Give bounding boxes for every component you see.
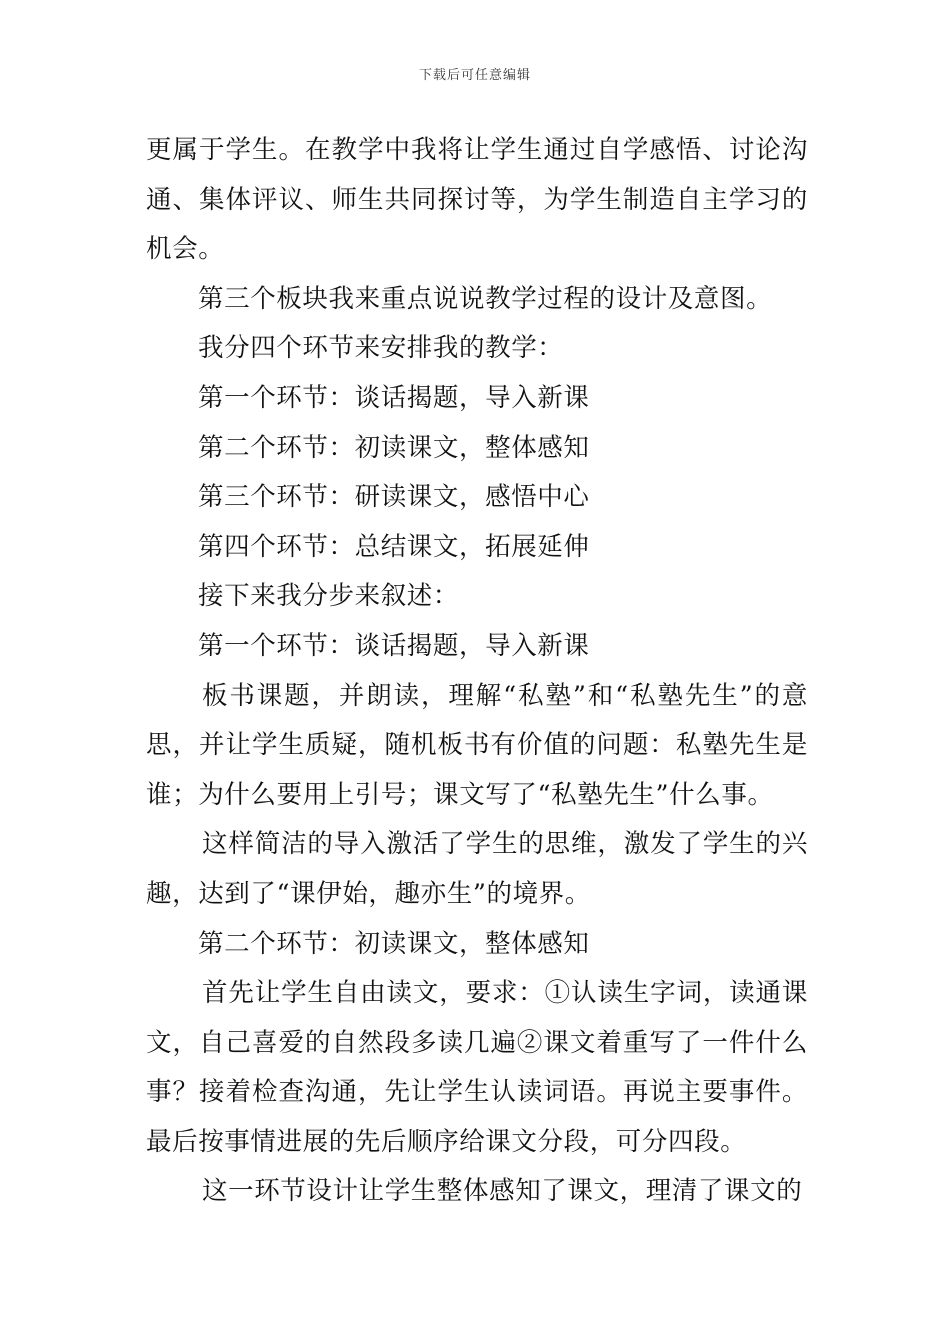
page-header: 下载后可任意编辑 — [418, 68, 531, 83]
paragraph-step-two-reflection: 这一环节设计让学生整体感知了课文，理清了课文的 — [202, 1176, 803, 1207]
paragraph-step-four-title: 第四个环节：总结课文，拓展延伸 — [198, 531, 590, 562]
paragraph-step-three-title: 第三个环节：研读课文，感悟中心 — [198, 482, 590, 513]
document-body — [146, 126, 808, 1217]
paragraph-section-three-intro: 第三个板块我来重点说说教学过程的设计及意图。 — [198, 283, 773, 314]
paragraph-step-one-body: 板书课题，并朗读，理解“私塾”和“私塾先生”的意思，并让学生质疑，随机板书有价值的问题：私塾先生是谁；为什么要用上引号；课文写了“私塾先生”什么事。 — [146, 680, 808, 810]
paragraph-four-steps-intro: 我分四个环节来安排我的教学： — [198, 333, 564, 364]
paragraph-step-two-title: 第二个环节：初读课文，整体感知 — [198, 432, 590, 463]
paragraph-step-one-reflection: 这样简洁的导入激活了学生的思维，激发了学生的兴趣，达到了“课伊始，趣亦生”的境界。 — [146, 829, 808, 909]
paragraph-step-one-title: 第一个环节：谈话揭题，导入新课 — [198, 382, 590, 413]
paragraph-continuation: 更属于学生。在教学中我将让学生通过自学感悟、讨论沟通、集体评议、师生共同探讨等，为学生制造自主学习的机会。 — [146, 135, 808, 265]
paragraph-narration-intro: 接下来我分步来叙述： — [198, 581, 460, 612]
paragraph-step-two-body: 首先让学生自由读文，要求：①认读生字词，读通课文，自己喜爱的自然段多读几遍②课文着重写了一件什么事？接着检查沟通，先让学生认读词语。再说主要事件。最后按事情进展的先后顺序给课文分段，可分四段。 — [146, 978, 808, 1157]
paragraph-step-two-heading: 第二个环节：初读课文，整体感知 — [198, 928, 590, 959]
paragraph-step-one-heading: 第一个环节：谈话揭题，导入新课 — [198, 630, 590, 661]
